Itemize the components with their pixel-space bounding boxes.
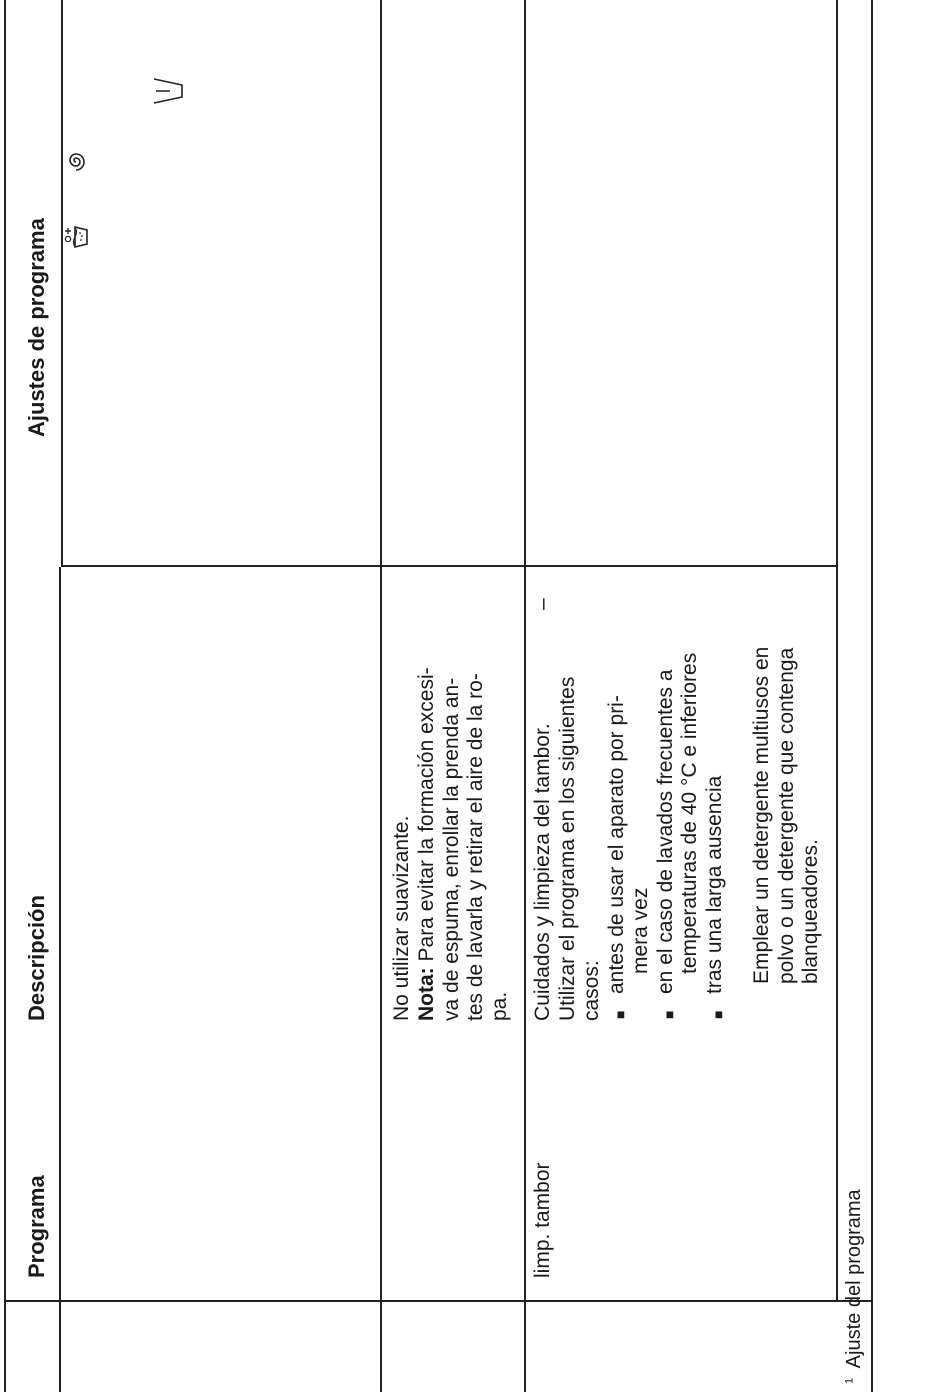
- row2-bullet2-line2: temperaturas de 40 °C e inferiores: [678, 652, 701, 974]
- header-rule-right: [61, 0, 63, 567]
- nota-line1: Para evitar la formación excesi-: [415, 667, 438, 968]
- row2-bullet1-line1: antes de usar el aparato por pri-: [605, 695, 628, 994]
- bullet-marker: ■: [661, 1010, 677, 1019]
- footnote-top-rule: [4, 1301, 871, 1303]
- row2-para-line2: polvo o un detergente que contenga: [775, 647, 798, 984]
- row-rule-1: [380, 0, 382, 1392]
- header-descripcion: Descripción: [24, 895, 49, 1021]
- row1-nota-line2: va de espuma, enrollar la prenda an-: [440, 677, 463, 1021]
- header-programa: Programa: [24, 1175, 49, 1278]
- row1-line1: No utilizar suavizante.: [390, 815, 413, 1021]
- row2-line1: Cuidados y limpieza del tambor.: [531, 723, 554, 1021]
- column-divider-ajustes: [61, 566, 836, 568]
- bullet-marker: ■: [710, 1010, 726, 1019]
- programa-limp-tambor: limp. tambor: [531, 1162, 554, 1278]
- footnote: [843, 1189, 866, 1384]
- row1-nota: [415, 667, 440, 1021]
- row2-bullet2-line1: en el caso de lavados frecuentes a: [654, 669, 677, 994]
- row-rule-2: [524, 0, 526, 1392]
- row1-nota-line3: tes de lavarla y retirar el aire de la ro-: [464, 673, 487, 1021]
- row2-para-line1: Emplear un detergente multiusos en: [750, 646, 773, 984]
- bullet-marker: ■: [612, 1010, 628, 1019]
- row2-bullet3: tras una larga ausencia: [703, 775, 726, 994]
- spin-spiral-icon: [64, 148, 88, 172]
- header-ajustes: Ajustes de programa: [24, 218, 49, 437]
- row1-nota-line4: pa.: [488, 991, 511, 1021]
- rinse-hold-icon: [148, 75, 188, 107]
- row2-line3: casos:: [580, 960, 603, 1021]
- header-rule-left: [59, 567, 61, 1392]
- row2-ajustes-value: –: [531, 598, 554, 610]
- row2-para-line3: blanqueadores.: [799, 839, 822, 984]
- footnote-text: Ajuste del programa: [843, 1189, 865, 1369]
- footnote-mark: 1: [843, 1377, 856, 1384]
- row2-bullet1-line2: mera vez: [629, 887, 652, 974]
- row2-line2: Utilizar el programa en los siguientes: [556, 676, 579, 1021]
- table-bottom-rule: [871, 0, 873, 1392]
- nota-label: Nota:: [415, 967, 438, 1021]
- table-top-rule: [4, 0, 6, 1392]
- row-rule-3: [836, 0, 838, 1302]
- prewash-basin-icon: [64, 224, 90, 250]
